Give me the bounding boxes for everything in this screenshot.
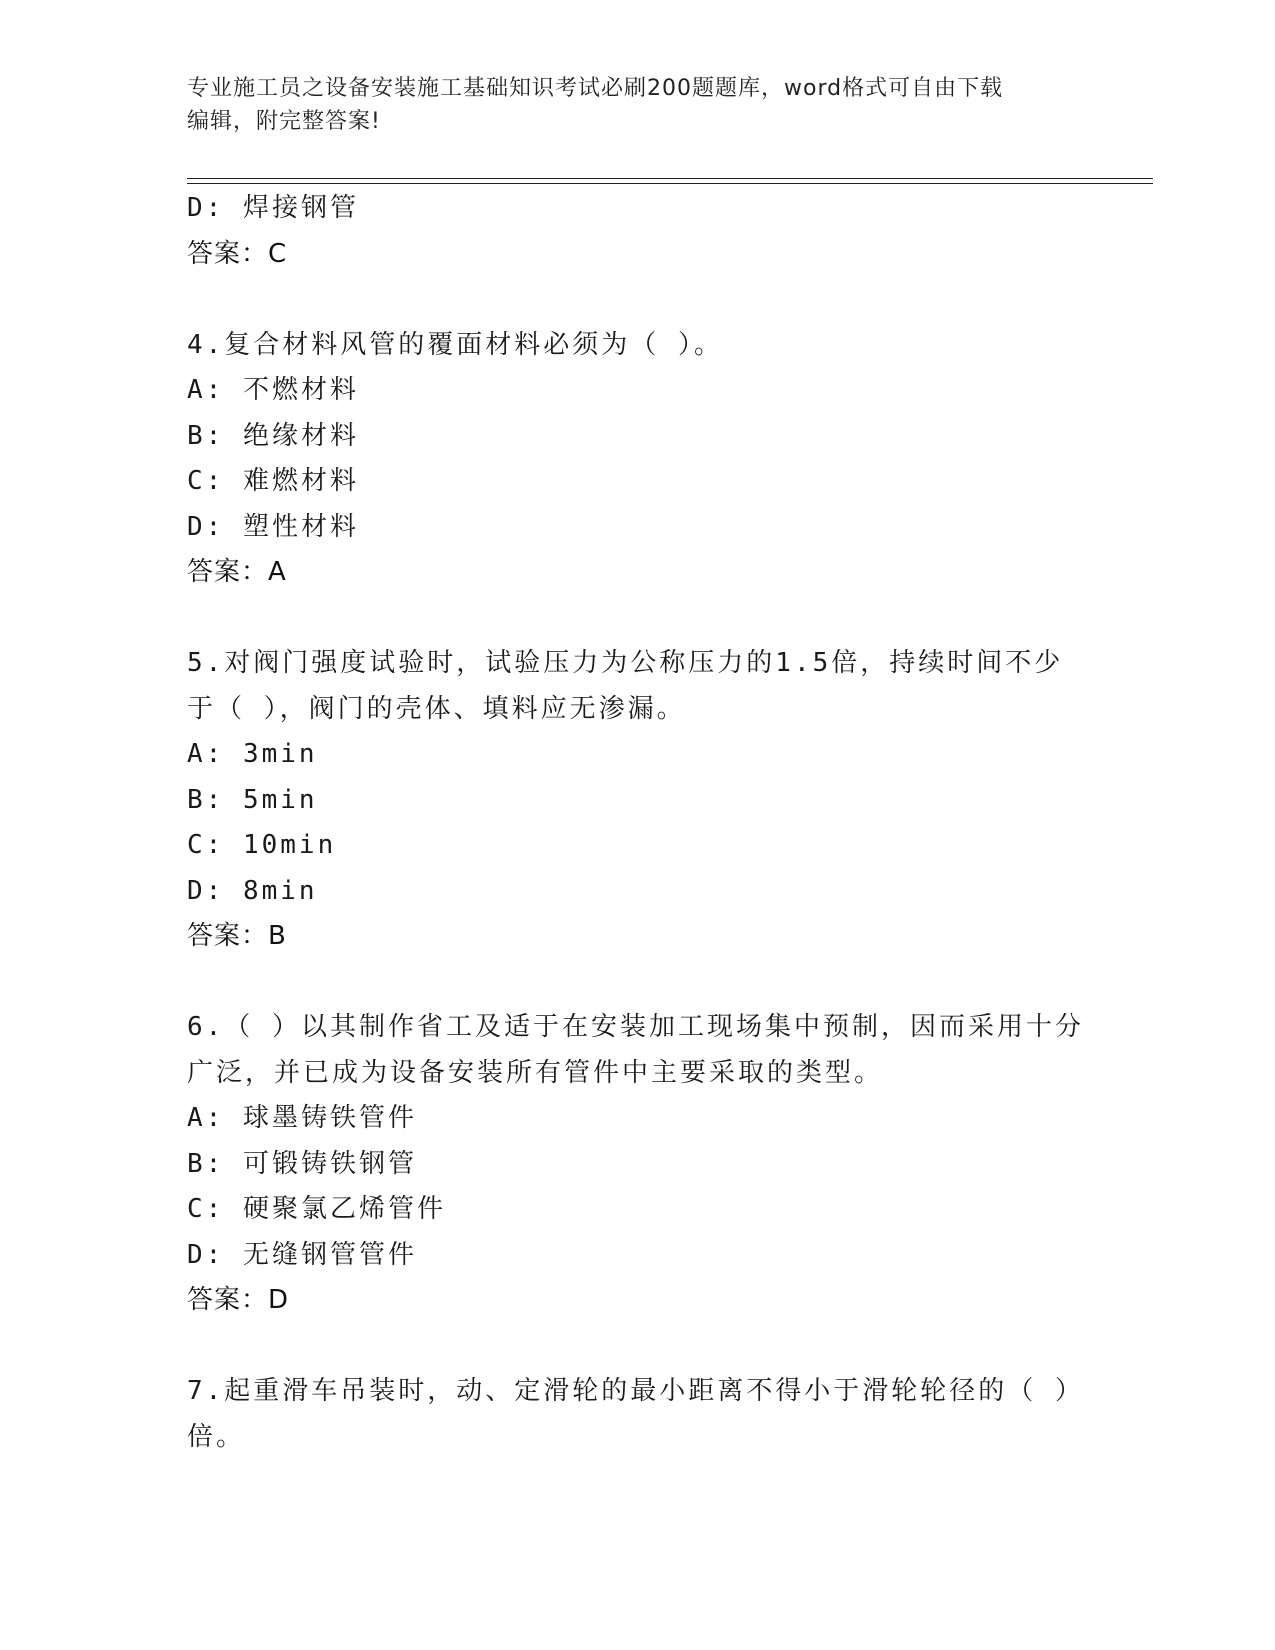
option-c: C: 难燃材料 <box>187 466 359 496</box>
question-3-tail <box>187 186 1087 277</box>
option-b: B: 可锻铸铁钢管 <box>187 1148 417 1179</box>
header-divider-bottom <box>187 183 1153 184</box>
answer-line: 答案：D <box>187 1285 290 1315</box>
question-stem-line-2: 倍。 <box>187 1421 246 1452</box>
option-b: B: 5min <box>187 784 318 815</box>
spacer <box>187 1324 1087 1370</box>
answer-line: 答案：C <box>187 238 288 269</box>
question-5 <box>187 641 1087 960</box>
question-stem-line-1: 5.对阀门强度试验时，试验压力为公称压力的1.5倍，持续时间不少 <box>187 648 1064 678</box>
option-b: B: 绝缘材料 <box>187 420 359 451</box>
question-6 <box>187 1005 1087 1324</box>
option-d: D: 焊接钢管 <box>187 193 359 223</box>
answer-line: 答案：B <box>187 921 287 951</box>
option-d: D: 无缝钢管管件 <box>187 1239 417 1270</box>
spacer <box>187 960 1087 1006</box>
option-a: A: 3min <box>187 739 318 769</box>
header-divider-top <box>187 178 1153 179</box>
question-7 <box>187 1369 1087 1460</box>
question-stem-line-1: 7.起重滑车吊装时，动、定滑轮的最小距离不得小于滑轮轮径的（ ） <box>187 1376 1084 1406</box>
question-stem-line-2: 广泛，并已成为设备安装所有管件中主要采取的类型。 <box>187 1057 884 1088</box>
answer-line: 答案：A <box>187 557 287 587</box>
question-stem-line-2: 于（ ），阀门的壳体、填料应无渗漏。 <box>187 693 686 724</box>
option-d: D: 8min <box>187 875 318 906</box>
question-stem: 4.复合材料风管的覆面材料必须为（ ）。 <box>187 329 723 360</box>
question-stem-line-1: 6.（ ）以其制作省工及适于在安装加工现场集中预制，因而采用十分 <box>187 1012 1084 1042</box>
question-list <box>187 186 1087 1460</box>
document-header <box>187 72 1087 138</box>
option-a: A: 球墨铸铁管件 <box>187 1103 417 1133</box>
option-c: C: 10min <box>187 830 337 860</box>
spacer <box>187 596 1087 642</box>
question-4 <box>187 323 1087 596</box>
option-c: C: 硬聚氯乙烯管件 <box>187 1194 446 1224</box>
option-d: D: 塑性材料 <box>187 511 359 542</box>
header-line-1: 专业施工员之设备安装施工基础知识考试必刷200题题库，word格式可自由下载 <box>187 76 1004 101</box>
header-line-2: 编辑，附完整答案! <box>187 109 381 134</box>
spacer <box>187 277 1087 323</box>
option-a: A: 不燃材料 <box>187 375 359 405</box>
